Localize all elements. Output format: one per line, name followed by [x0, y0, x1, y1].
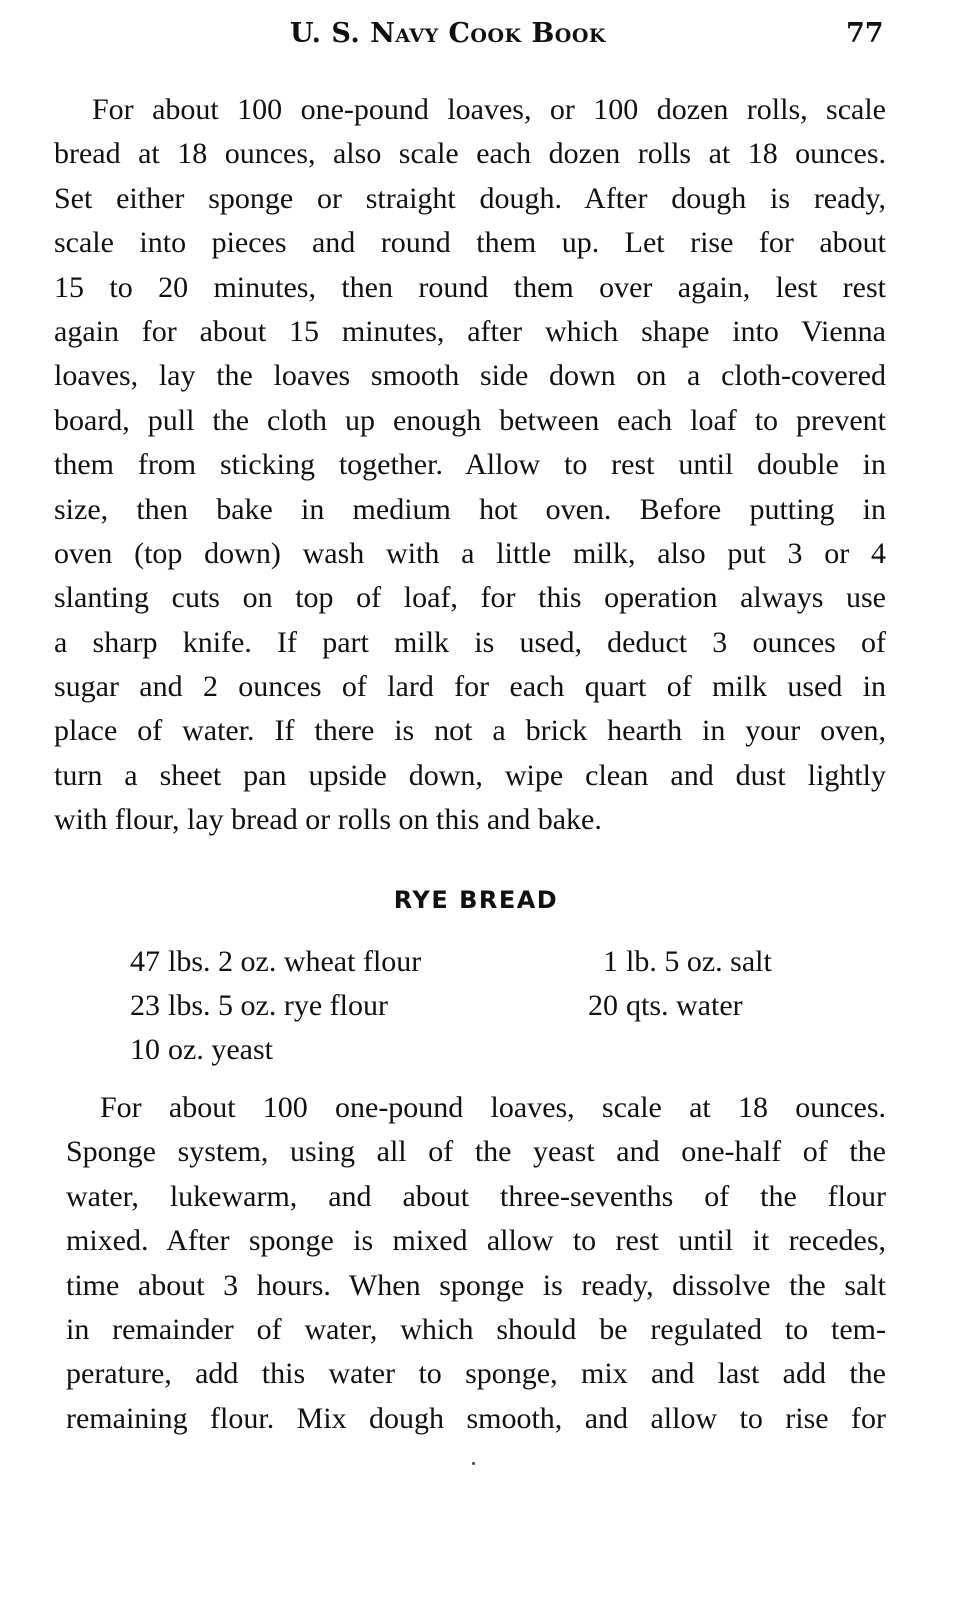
paragraph-scaling-instructions — [54, 88, 886, 843]
text-line: slanting cuts on top of loaf, for this operation always use — [54, 581, 886, 615]
running-title: U. S. Navy Cook Book — [290, 18, 606, 49]
text-line: them from sticking together. Allow to rest until double in — [54, 448, 886, 482]
text-line: sugar and 2 ounces of lard for each quart of milk used in — [54, 670, 886, 704]
ingredient-name: qts. water — [626, 989, 743, 1022]
page-number: 77 — [846, 18, 884, 49]
text-line: oven (top down) wash with a little milk, also put 3 or 4 — [54, 536, 886, 570]
text-line: time about 3 hours. When sponge is ready, dissolve the salt — [66, 1268, 886, 1302]
ingredient-item — [126, 940, 421, 984]
text-line: again for about 15 minutes, after which shape into Vienna — [54, 314, 886, 348]
ingredient-item — [588, 984, 743, 1028]
ingredient-list — [0, 940, 960, 1080]
ingredient-quantity: 10 — [130, 1033, 160, 1066]
text-line: remaining flour. Mix dough smooth, and allow to rise for — [66, 1401, 886, 1435]
text-line: mixed. After sponge is mixed allow to rest until it recedes, — [66, 1224, 886, 1258]
text-line: For about 100 one-pound loaves, or 100 dozen rolls, scale — [92, 93, 886, 126]
text-line: scale into pieces and round them up. Let rise for about — [54, 226, 886, 260]
text-line: perature, add this water to sponge, mix and last add the — [66, 1357, 886, 1391]
ingredient-quantity: 20 — [588, 989, 618, 1022]
text-line: Set either sponge or straight dough. After dough is ready, — [54, 181, 886, 215]
print-speck — [472, 1462, 475, 1465]
text-line: board, pull the cloth up enough between each loaf to prevent — [54, 403, 886, 437]
ingredient-name: lbs. 2 oz. wheat flour — [168, 945, 422, 978]
text-line: For about 100 one-pound loaves, scale at 18 ounces. — [100, 1091, 886, 1124]
ingredient-name: lb. 5 oz. salt — [626, 945, 772, 978]
text-line: loaves, lay the loaves smooth side down on a cloth-covered — [54, 359, 886, 393]
running-head — [0, 18, 960, 58]
section-heading-rye-bread: RYE BREAD — [393, 886, 559, 914]
text-line: place of water. If there is not a brick hearth in your oven, — [54, 714, 886, 748]
ingredient-name: lbs. 5 oz. rye flour — [168, 989, 388, 1022]
text-line: in remainder of water, which should be regulated to tem- — [66, 1312, 886, 1346]
ingredient-name: oz. yeast — [168, 1033, 273, 1066]
ingredient-quantity: 1 — [603, 945, 618, 978]
ingredient-quantity: 23 — [130, 989, 160, 1022]
ingredient-item — [126, 984, 388, 1028]
text-line: with flour, lay bread or rolls on this and bake. — [54, 803, 602, 837]
paragraph-rye-bread-method — [66, 1086, 886, 1441]
text-line: 15 to 20 minutes, then round them over again, lest rest — [54, 270, 886, 304]
text-line: bread at 18 ounces, also scale each dozen rolls at 18 ounces. — [54, 137, 886, 171]
text-line: Sponge system, using all of the yeast and one-half of the — [66, 1135, 886, 1169]
text-line: turn a sheet pan upside down, wipe clean and dust lightly — [54, 758, 886, 792]
text-line: water, lukewarm, and about three-sevenths of the flour — [66, 1179, 886, 1213]
ingredient-item — [588, 940, 772, 984]
text-line: size, then bake in medium hot oven. Before putting in — [54, 492, 886, 526]
text-line: a sharp knife. If part milk is used, deduct 3 ounces of — [54, 625, 886, 659]
ingredient-item — [126, 1028, 273, 1072]
ingredient-quantity: 47 — [130, 945, 160, 978]
